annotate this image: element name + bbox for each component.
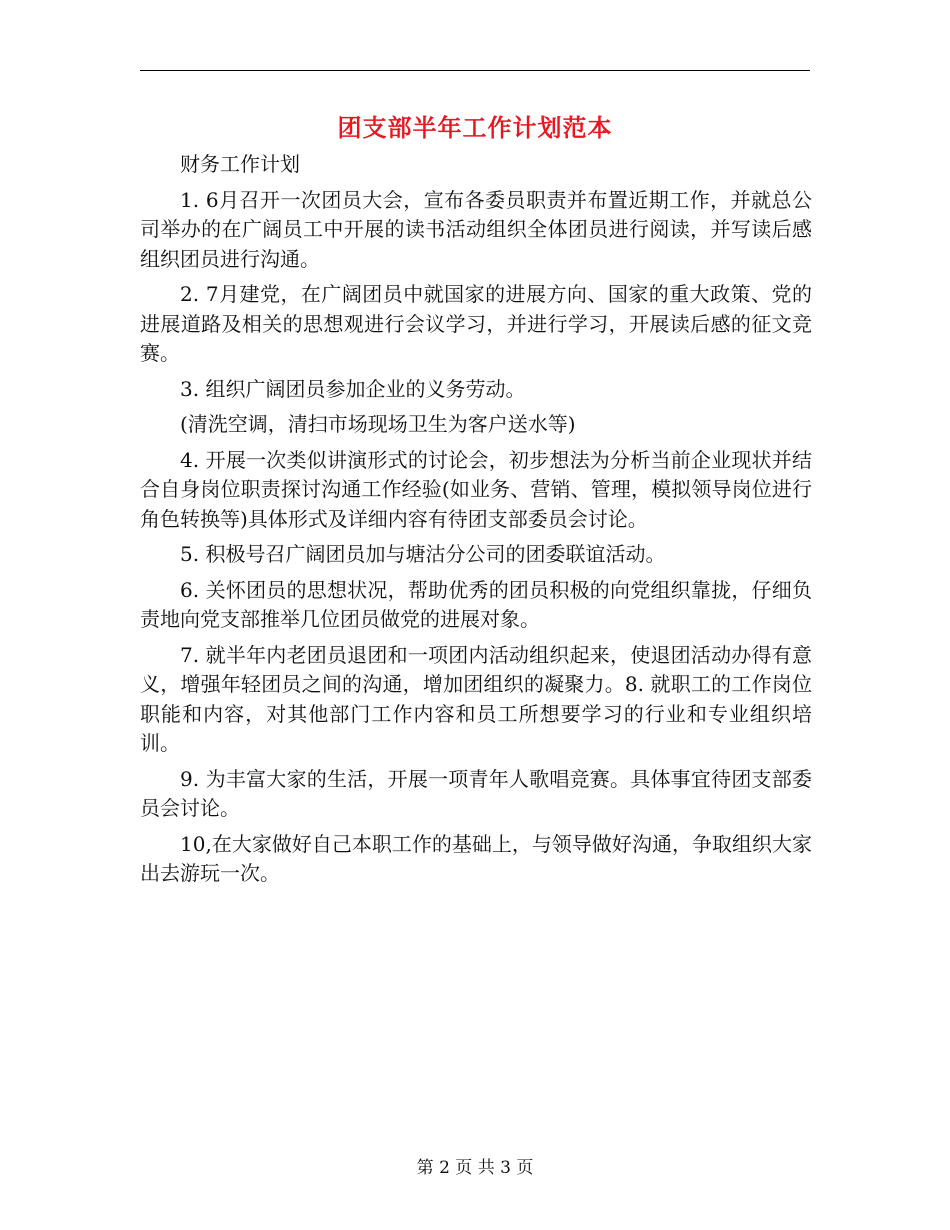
paragraph-heading: 财务工作计划 <box>180 152 300 176</box>
page-number: 第 2 页 共 3 页 <box>416 1158 534 1178</box>
paragraph-item-7: 7. 就半年内老团员退团和一项团内活动组织起来，使退团活动办得有意义，增强年轻团员之间的沟通，增加团组织的凝聚力。8. 就职工的工作岗位职能和内容，对其他部门工作内容和员工所想要学习的行业和专业组织培训。 <box>140 642 812 755</box>
paragraph-item-3-note: (清洗空调，清扫市场现场卫生为客户送水等) <box>180 412 576 436</box>
paragraph-item-2: 2. 7月建党，在广阔团员中就国家的进展方向、国家的重大政策、党的进展道路及相关的思想观进行会议学习，并进行学习，开展读后感的征文竞赛。 <box>140 282 812 365</box>
paragraph-item-10: 10,在大家做好自己本职工作的基础上，与领导做好沟通，争取组织大家出去游玩一次。 <box>140 831 812 885</box>
paragraph-item-5: 5. 积极号召广阔团员加与塘沽分公司的团委联谊活动。 <box>180 542 666 566</box>
paragraph-item-9: 9. 为丰富大家的生活，开展一项青年人歌唱竞赛。具体事宜待团支部委员会讨论。 <box>140 766 812 820</box>
paragraph-item-4: 4. 开展一次类似讲演形式的讨论会，初步想法为分析当前企业现状并结合自身岗位职责探讨沟通工作经验(如业务、营销、管理，模拟领导岗位进行角色转换等)具体形式及详细内容有待团支部委员会讨论。 <box>140 447 812 531</box>
header-rule <box>140 70 810 71</box>
paragraph-item-6: 6. 关怀团员的思想状况，帮助优秀的团员积极的向党组织靠拢，仔细负责地向党支部推举几位团员做党的进展对象。 <box>140 577 812 631</box>
paragraph-item-3: 3. 组织广阔团员参加企业的义务劳动。 <box>180 376 526 401</box>
paragraph-item-1: 1. 6月召开一次团员大会，宣布各委员职责并布置近期工作，并就总公司举办的在广阔员工中开展的读书活动组织全体团员进行阅读，并写读后感组织团员进行沟通。 <box>140 187 812 271</box>
document-title: 团支部半年工作计划范本 <box>337 113 613 142</box>
document-body <box>140 150 812 895</box>
